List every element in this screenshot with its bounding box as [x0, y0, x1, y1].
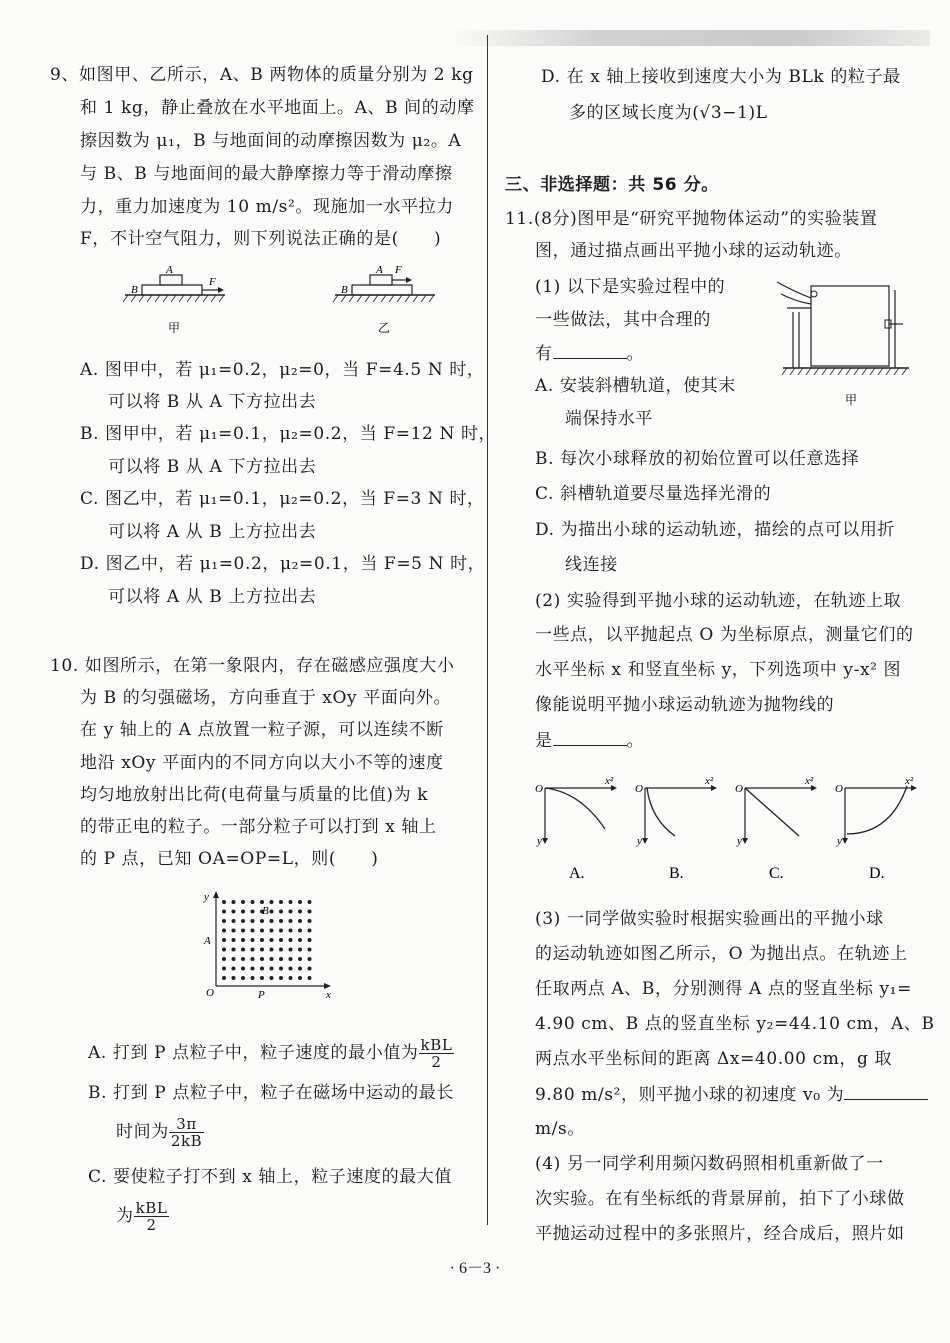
field-dot — [298, 967, 302, 971]
point-a-label: A — [204, 935, 211, 947]
q9-line: 和 1 kg，静止叠放在水平地面上。A、B 间的动摩 — [80, 98, 475, 118]
field-dot — [308, 957, 312, 961]
field-dot — [279, 976, 283, 980]
q11-part3: 两点水平坐标间的距离 Δx=40.00 cm，g 取 — [535, 1049, 893, 1069]
q11-part2: 水平坐标 x 和竖直坐标 y，下列选项中 y-x² 图 — [535, 660, 902, 680]
field-dot — [232, 938, 236, 942]
field-dot — [251, 948, 255, 952]
q9-option-b: B. 图甲中，若 μ₁=0.1，μ₂=0.2，当 F=12 N 时， — [80, 424, 497, 444]
fraction-numerator: 3π — [169, 1116, 204, 1133]
graph-d — [835, 775, 917, 882]
axis-x2-label: x² — [905, 775, 914, 787]
figure-jia — [123, 264, 225, 335]
field-dot — [241, 957, 245, 961]
scan-artifact — [450, 30, 930, 46]
q9-option-c-cont: 可以将 A 从 B 上方拉出去 — [108, 522, 317, 542]
axis-x-label: x — [326, 989, 331, 1000]
field-dot — [251, 976, 255, 980]
field-dot — [270, 967, 274, 971]
field-dot — [308, 948, 312, 952]
q9-option-c: C. 图乙中，若 μ₁=0.1，μ₂=0.2，当 F=3 N 时， — [80, 489, 485, 509]
fraction-denominator: 2 — [431, 1053, 442, 1071]
field-dot — [279, 948, 283, 952]
field-dot — [222, 900, 226, 904]
field-dot — [298, 957, 302, 961]
field-dot — [251, 910, 255, 914]
label-b: B — [341, 284, 348, 296]
field-dot — [270, 919, 274, 923]
graph-c — [735, 775, 817, 882]
q10-option-b: B. 打到 P 点粒子中，粒子在磁场中运动的最长 — [88, 1083, 454, 1103]
point-p-label: P — [258, 989, 265, 1000]
fraction-numerator: kBL — [135, 1199, 168, 1217]
field-dot — [270, 976, 274, 980]
fraction — [169, 1116, 204, 1149]
q11-part3: (3) 一同学做实验时根据实验画出的平抛小球 — [535, 909, 884, 929]
field-dot — [222, 976, 226, 980]
q11-part2: 一些点，以平抛起点 O 为坐标原点，测量它们的 — [535, 625, 914, 645]
axis-y-label: y — [537, 835, 542, 847]
q11-part1-answer — [535, 342, 644, 365]
field-dot — [298, 948, 302, 952]
field-dot — [251, 900, 255, 904]
q11-part4: 平抛运动过程中的多张照片，经合成后，照片如 — [535, 1224, 905, 1244]
graph-a — [535, 775, 617, 882]
graph-b-label: B. — [669, 865, 684, 882]
field-dot — [308, 976, 312, 980]
q11-part1-end: 。 — [626, 344, 645, 364]
field-dot — [289, 919, 293, 923]
q11-part3-answer — [535, 1083, 928, 1106]
q11-part2: 像能说明平抛小球运动轨迹为抛物线的 — [535, 695, 835, 715]
origin-label: O — [206, 987, 214, 999]
field-dot — [222, 967, 226, 971]
q11-part1-option-b: B. 每次小球释放的初始位置可以任意选择 — [535, 449, 860, 469]
q9-option-a-cont: 可以将 B 从 A 下方拉出去 — [108, 392, 317, 412]
q10-option-a-text: A. 打到 P 点粒子中，粒子速度的最小值为 — [88, 1043, 419, 1063]
axis-x2-label: x² — [805, 775, 814, 787]
field-dot — [222, 929, 226, 933]
q10-line: 的 P 点，已知 OA=OP=L，则( ) — [80, 849, 379, 869]
fraction — [419, 1037, 455, 1070]
field-dot — [298, 910, 302, 914]
origin-label: O — [735, 783, 743, 795]
q10-option-b-cont — [116, 1112, 204, 1152]
field-dot — [270, 929, 274, 933]
q11-part2-text: 是 — [535, 731, 553, 751]
field-dot — [289, 976, 293, 980]
column-divider — [487, 35, 488, 1225]
q11-part3: 4.90 cm、B 点的竖直坐标 y₂=44.10 cm，A、B — [535, 1014, 935, 1034]
q10-figure — [200, 888, 340, 1000]
field-dot — [279, 967, 283, 971]
axis-x2-label: x² — [605, 775, 614, 787]
field-dot — [241, 929, 245, 933]
caption-yi: 乙 — [378, 321, 391, 335]
q10-option-d: D. 在 x 轴上接收到速度大小为 BLk 的粒子最 — [541, 67, 901, 87]
field-dot — [289, 900, 293, 904]
q9-option-b-cont: 可以将 B 从 A 下方拉出去 — [108, 457, 317, 477]
q11-part3: 任取两点 A、B，分别测得 A 点的竖直坐标 y₁= — [535, 979, 912, 999]
q9-line: 与 B、B 与地面间的最大静摩擦力等于滑动摩擦 — [80, 164, 453, 184]
field-dot — [270, 948, 274, 952]
q10-line: 在 y 轴上的 A 点放置一粒子源，可以连续不断 — [80, 720, 444, 740]
q11-part3: 的运动轨迹如图乙所示，O 为抛出点。在轨迹上 — [535, 944, 908, 964]
q10-option-a — [88, 1033, 454, 1073]
field-dot — [298, 919, 302, 923]
q9-line: F，不计空气阻力，则下列说法正确的是( ) — [80, 229, 442, 249]
field-dot — [232, 929, 236, 933]
field-dot — [260, 929, 264, 933]
field-dot — [308, 967, 312, 971]
field-dot — [289, 929, 293, 933]
q10-line: 均匀地放射出比荷(电荷量与质量的比值)为 k — [80, 785, 429, 805]
field-dot — [251, 957, 255, 961]
field-dot — [270, 910, 274, 914]
q10-option-b-text: 时间为 — [116, 1122, 169, 1142]
field-dot — [270, 957, 274, 961]
graph-a-label: A. — [569, 865, 585, 882]
q11-part1: (1) 以下是实验过程中的 — [535, 277, 726, 297]
field-dot — [289, 967, 293, 971]
field-dot — [251, 967, 255, 971]
q11-part1-text: 有 — [535, 344, 553, 364]
q9-figure — [120, 262, 460, 342]
field-dot — [232, 948, 236, 952]
q11-part3-text: 9.80 m/s²，则平抛小球的初速度 v₀ 为 — [535, 1085, 845, 1105]
field-dot — [298, 938, 302, 942]
field-dot — [270, 900, 274, 904]
field-dot — [308, 929, 312, 933]
field-dot — [279, 929, 283, 933]
field-dot — [289, 957, 293, 961]
field-dot — [270, 938, 274, 942]
field-dot — [232, 900, 236, 904]
field-dot — [308, 900, 312, 904]
field-dot — [241, 910, 245, 914]
field-dot — [260, 938, 264, 942]
origin-label: O — [535, 783, 543, 795]
field-dot — [279, 910, 283, 914]
label-a: A — [166, 264, 173, 276]
field-dot — [298, 976, 302, 980]
axis-y-label: y — [637, 835, 642, 847]
field-dot — [232, 967, 236, 971]
field-dot — [251, 919, 255, 923]
field-dot — [241, 948, 245, 952]
label-a: A — [376, 264, 383, 276]
field-dot — [308, 938, 312, 942]
field-dot — [222, 919, 226, 923]
graph-b — [635, 775, 717, 882]
field-dot — [279, 957, 283, 961]
q9-line: 擦因数为 μ₁，B 与地面间的动摩擦因数为 μ₂。A — [80, 131, 462, 151]
field-dot — [222, 910, 226, 914]
q9-line: 9、如图甲、乙所示，A、B 两物体的质量分别为 2 kg — [50, 65, 474, 85]
q10-line: 地沿 xOy 平面内的不同方向以大小不等的速度 — [80, 753, 444, 773]
section-title: 三、非选择题：共 56 分。 — [505, 175, 719, 195]
field-dot — [289, 938, 293, 942]
q11-part3-unit: m/s。 — [535, 1119, 585, 1139]
field-dot — [222, 938, 226, 942]
field-dot — [289, 910, 293, 914]
field-b-label: B — [262, 905, 269, 917]
field-dot — [260, 976, 264, 980]
field-dot — [251, 929, 255, 933]
field-dot — [222, 957, 226, 961]
axis-y-label: y — [837, 835, 842, 847]
q10-option-c-cont — [116, 1196, 169, 1236]
origin-label: O — [635, 783, 643, 795]
field-dot — [241, 967, 245, 971]
field-dot — [232, 910, 236, 914]
axis-x2-label: x² — [705, 775, 714, 787]
q11-part1-option-c: C. 斜槽轨道要尽量选择光滑的 — [535, 484, 772, 504]
field-dot — [298, 900, 302, 904]
answer-blank[interactable] — [553, 342, 627, 359]
q11-intro: 11.(8分)图甲是“研究平抛物体运动”的实验装置 — [505, 209, 878, 229]
field-dot — [222, 948, 226, 952]
caption-jia: 甲 — [168, 321, 181, 335]
graph-d-label: D. — [869, 865, 885, 882]
q10-line: 为 B 的匀强磁场，方向垂直于 xOy 平面向外。 — [80, 688, 452, 708]
field-dot — [260, 900, 264, 904]
q11-part1-option-d-cont: 线连接 — [565, 555, 618, 575]
q11-part4: 次实验。在有坐标纸的背景屏前，拍下了小球做 — [535, 1189, 905, 1209]
answer-blank[interactable] — [553, 729, 627, 746]
q9-option-a: A. 图甲中，若 μ₁=0.2，μ₂=0，当 F=4.5 N 时， — [80, 360, 485, 380]
field-dot — [241, 938, 245, 942]
apparatus-figure — [773, 272, 921, 412]
field-dot — [308, 910, 312, 914]
q10-option-c: C. 要使粒子打不到 x 轴上，粒子速度的最大值 — [88, 1167, 453, 1187]
field-dot — [308, 919, 312, 923]
figure-yi — [333, 264, 435, 335]
q11-part2-answer — [535, 729, 644, 752]
field-dot — [298, 929, 302, 933]
q9-line: 力，重力加速度为 10 m/s²。现施加一水平拉力 — [80, 197, 454, 217]
field-dot — [279, 919, 283, 923]
q11-part1-option-d: D. 为描出小球的运动轨迹，描绘的点可以用折 — [535, 520, 896, 540]
field-dot — [260, 919, 264, 923]
page-number: · 6－3 · — [449, 1260, 501, 1277]
fraction-denominator: 2kB — [170, 1132, 203, 1150]
q11-part1-option-a: A. 安装斜槽轨道，使其末 — [535, 376, 736, 396]
q11-part2-end: 。 — [626, 731, 645, 751]
field-dot — [232, 957, 236, 961]
field-dot — [260, 957, 264, 961]
field-dot — [241, 900, 245, 904]
axis-y-label: y — [737, 835, 742, 847]
q11-part2: (2) 实验得到平抛小球的运动轨迹，在轨迹上取 — [535, 591, 902, 611]
q9-option-d-cont: 可以将 A 从 B 上方拉出去 — [108, 587, 317, 607]
field-dot — [260, 948, 264, 952]
field-dot — [260, 967, 264, 971]
q11-part1-option-a-cont: 端保持水平 — [565, 409, 653, 429]
field-dot — [232, 976, 236, 980]
field-dot — [251, 938, 255, 942]
field-dot — [289, 948, 293, 952]
field-dot — [241, 919, 245, 923]
q11-part1: 一些做法，其中合理的 — [535, 310, 711, 330]
fraction — [134, 1200, 170, 1233]
label-f: F — [395, 264, 402, 276]
label-f: F — [209, 276, 216, 288]
q10-option-c-text: 为 — [116, 1206, 134, 1226]
axis-y-label: y — [204, 891, 209, 903]
field-dot — [241, 976, 245, 980]
origin-label: O — [835, 783, 843, 795]
q10-line: 的带正电的粒子。一部分粒子可以打到 x 轴上 — [80, 817, 437, 837]
fraction-numerator: kBL — [420, 1036, 453, 1054]
graph-options — [535, 774, 935, 886]
q11-intro: 图，通过描点画出平抛小球的运动轨迹。 — [535, 241, 852, 261]
q9-option-d: D. 图乙中，若 μ₁=0.2，μ₂=0.1，当 F=5 N 时， — [80, 554, 486, 574]
answer-blank[interactable] — [844, 1083, 928, 1100]
q10-option-d-cont: 多的区域长度为(√3−1)L — [569, 103, 768, 123]
label-b: B — [131, 284, 138, 296]
fraction-denominator: 2 — [146, 1216, 157, 1234]
field-dot — [279, 900, 283, 904]
caption-jia: 甲 — [845, 393, 858, 407]
graph-c-label: C. — [769, 865, 784, 882]
field-dot — [279, 938, 283, 942]
field-dot — [232, 919, 236, 923]
q10-line: 10. 如图所示，在第一象限内，存在磁感应强度大小 — [50, 656, 455, 676]
q11-part4: (4) 另一同学利用频闪数码照相机重新做了一 — [535, 1154, 884, 1174]
